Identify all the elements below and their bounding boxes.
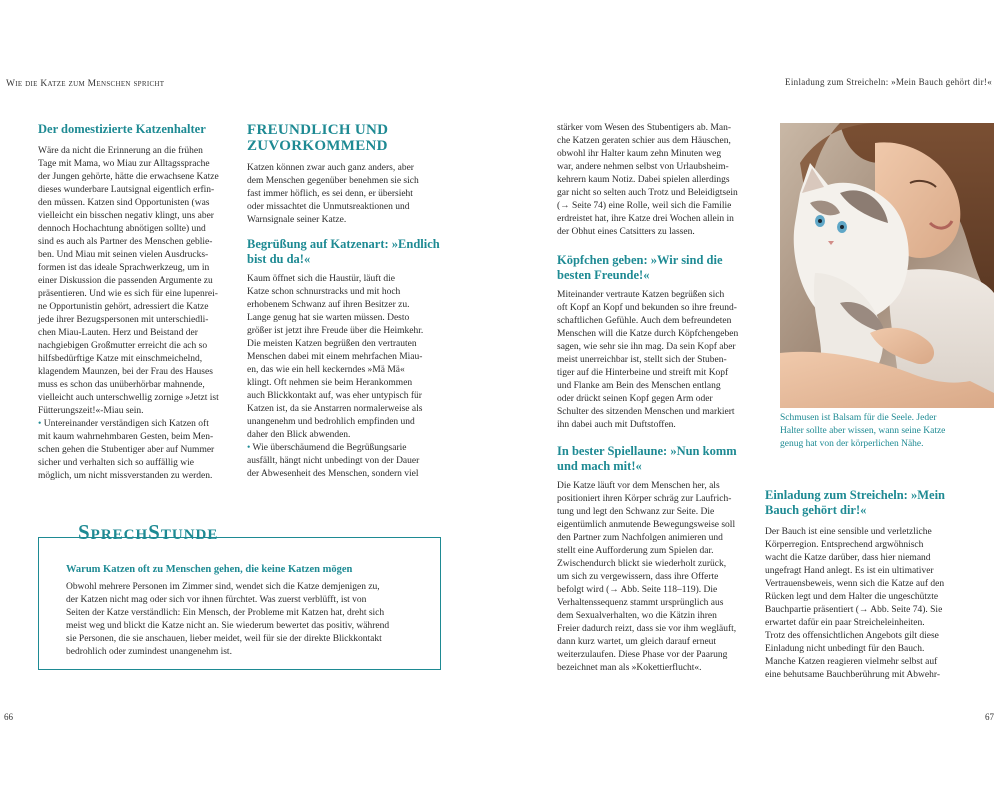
text-line: auch Blickkontakt auf, was eher untypisch für — [247, 391, 422, 401]
text-line: ihn dabei auch mit Duftstoffen. — [557, 420, 676, 430]
text-line: ne Opportunistin gehört, adressiert die Katze — [38, 302, 209, 312]
text-line: kehrern kaum Notiz. Dabei spielen allerdings — [557, 175, 730, 185]
text-line: Rücken legt und dem Halter die ungeschützte — [765, 592, 939, 602]
bullet-icon: • — [247, 443, 251, 453]
text-line: Untereinander verständigen sich Katzen oft — [41, 419, 209, 429]
text-line: oder drückt seinen Kopf gegen Arm oder — [557, 394, 713, 404]
col2-body — [247, 273, 442, 481]
text-line: (→ Seite 74) eine Rolle, weil sich die Familie — [557, 201, 732, 211]
text-line: der Jungen gehörte, hätte die erwachsene Katze — [38, 172, 219, 182]
text-line: Die Katze läuft vor dem Menschen her, als — [557, 481, 720, 491]
text-line: Zwischendurch blickt sie wiederholt zurück, — [557, 559, 727, 569]
text-line: stärker vom Wesen des Stubentigers ab. Man- — [557, 123, 731, 133]
text-line: Katze schon schnurstracks und mit hoch — [247, 287, 401, 297]
text-line: sind es auch als Partner des Menschen geblie- — [38, 237, 213, 247]
text-line: obwohl ihr Halter kaum zehn Minuten weg — [557, 149, 722, 159]
text-line: tung und legt den Schwanz zur Seite. Die — [557, 507, 715, 517]
text-line: Trotz des offensichtlichen Angebots gilt diese — [765, 631, 939, 641]
sprechstunde-title: SprechStunde — [78, 520, 219, 544]
bullet-line — [38, 418, 238, 431]
text-line: Verhaltenssequenz stammt ursprünglich aus — [557, 598, 724, 608]
text-line: positioniert ihren Körper schräg zur Laufrich- — [557, 494, 732, 504]
text-line: hilfsbedürftige Katze mit einschmeichelnd, — [38, 354, 203, 364]
bullet-line — [247, 442, 442, 455]
text-line: meist unerreichbar ist, stellt sich der Stuben- — [557, 355, 727, 365]
col3-body-1 — [557, 289, 757, 432]
text-line: den Partner zum Nachfolgen animieren und — [557, 533, 723, 543]
text-line: den müssen. Katzen sind Opportunisten (was — [38, 198, 210, 208]
running-head-left: Wie die Katze zum Menschen spricht — [6, 79, 165, 89]
text-line: formen ist das ideale Sprachwerkzeug, um in — [38, 263, 210, 273]
col3-subheading-1: Köpfchen geben: »Wir sind die besten Freunde!« — [557, 253, 723, 282]
text-line: Freier dadurch reizt, dass sie vor ihm wegläuft, — [557, 624, 737, 634]
text-line: präsentieren. Und wie es sich für eine lupenrei- — [38, 289, 218, 299]
text-line: bedrohlich oder zumindest unangenehm ist. — [66, 647, 232, 657]
col2-heading: FREUNDLICH UND ZUVORKOMMEND — [247, 122, 389, 154]
text-line: um sich zu vergewissern, dass ihre Offerte — [557, 572, 719, 582]
text-line: Fütterungszeit!«-Miau sein. — [38, 406, 144, 416]
text-line: Obwohl mehrere Personen im Zimmer sind, wendet sich die Katze demjenigen zu, — [66, 582, 380, 592]
text-line: Seiten der Katze verständlich: Ein Mensch, der Probleme mit Katzen hat, dreht sich — [66, 608, 385, 618]
text-line: der Obhut eines Catsitters zu lassen. — [557, 227, 695, 237]
text-line: der Katzen nicht mag oder sich vor ihnen fürchtet. Was zuerst verblüfft, ist von — [66, 595, 367, 605]
text-line: erhobenem Schwanz auf ihren Besitzer zu. — [247, 300, 410, 310]
col2-subheading: Begrüßung auf Katzenart: »Endlich bist du da!« — [247, 237, 440, 266]
text-line: eigentümlich anmutende Bewegungsweise soll — [557, 520, 736, 530]
text-line: schaftlichen Gefühle. Auch dem befreundeten — [557, 316, 732, 326]
text-line: der Abwesenheit des Menschen, sondern viel — [247, 469, 419, 479]
text-line: Tage mit Mama, wo Miau zur Alltagssprache — [38, 159, 210, 169]
page-number-right: 67 — [985, 712, 994, 722]
column-2 — [247, 122, 442, 481]
text-line: einer Diskussion die passenden Argumente zu — [38, 276, 213, 286]
caption-line: genug hat von der körperlichen Nähe. — [780, 439, 924, 449]
text-line: oder missachtet die Unmutsreaktionen und — [247, 202, 410, 212]
sprechstunde-heading: Warum Katzen oft zu Menschen gehen, die keine Katzen mögen — [66, 564, 353, 575]
col4-heading: Einladung zum Streicheln: »Mein Bauch gehört dir!« — [765, 488, 945, 517]
text-line: meist weg und blickt die Katze nicht an. Sie wiederum bewertet das positiv, während — [66, 621, 390, 631]
text-line: ungefragt Hand anlegt. Es ist ein ultimativer — [765, 566, 934, 576]
text-line: muss es schon das unüberhörbar mahnende, — [38, 380, 205, 390]
text-line: Miteinander vertraute Katzen begrüßen sich — [557, 290, 725, 300]
text-line: ausfällt, hängt nicht unbedingt von der Dauer — [247, 456, 420, 466]
text-line: jede ihrer Bezugspersonen mit unterschiedli- — [38, 315, 209, 325]
woman-with-cat-photo — [780, 123, 994, 408]
text-line: und Flanke am Bein des Menschen entlang — [557, 381, 721, 391]
column-4 — [765, 488, 980, 682]
text-line: ben. Und Miau mit seinen vielen Ausdrucks- — [38, 250, 209, 260]
text-line: eine behutsame Bauchberührung mit Abwehr- — [765, 670, 940, 680]
text-line: daher den Blick abwenden. — [247, 430, 351, 440]
text-line: Körperregion. Entsprechend argwöhnisch — [765, 540, 924, 550]
text-line: Wie überschäumend die Begrüßungsarie — [250, 443, 407, 453]
text-line: nachgiebigen Großmutter erreicht die ach so — [38, 341, 208, 351]
text-line: unangenehm und bedrohlich empfinden und — [247, 417, 415, 427]
photo-caption — [780, 412, 992, 451]
text-line: erwartet dafür ein paar Streicheleinheiten. — [765, 618, 925, 628]
col3-body-2 — [557, 480, 757, 675]
text-line: Lange genug hat sie warten müssen. Desto — [247, 313, 410, 323]
column-3 — [557, 122, 757, 675]
text-line: che Katzen geraten schier aus dem Häuschen, — [557, 136, 731, 146]
text-line: stellt eine Aufforderung zum Spielen dar. — [557, 546, 714, 556]
bullet-icon: • — [38, 419, 42, 429]
col4-body — [765, 526, 980, 682]
col3-intro — [557, 122, 757, 239]
text-line: Bauchpartie präsentiert (→ Abb. Seite 74). Sie — [765, 605, 943, 615]
running-head-right: Einladung zum Streicheln: »Mein Bauch gehört dir!« — [785, 77, 992, 87]
page-number-left: 66 — [4, 712, 13, 722]
text-line: dann kurz wartet, um gleich darauf erneut — [557, 637, 717, 647]
text-line: Wäre da nicht die Erinnerung an die frühen — [38, 146, 203, 156]
text-line: vielleicht auch unterschwellig zornige »Jetzt ist — [38, 393, 219, 403]
text-line: Manche Katzen reagieren vielmehr selbst auf — [765, 657, 938, 667]
sprechstunde-content — [66, 563, 421, 659]
text-line: klingt. Oft nehmen sie beim Herankommen — [247, 378, 413, 388]
text-line: Menschen dabei mit einem mehrfachen Miau- — [247, 352, 423, 362]
col3-subheading-2: In bester Spiellaune: »Nun komm und mach mit!« — [557, 444, 737, 473]
text-line: dem Sexualverhalten, wo die Kätzin ihren — [557, 611, 717, 621]
text-line: gar nicht so selten auch Trotz und Beleidigtsein — [557, 188, 738, 198]
col1-body — [38, 145, 238, 483]
text-line: fast immer höflich, es sei denn, er übersieht — [247, 189, 413, 199]
text-line: bezeichnet man als »Kokettierflucht«. — [557, 663, 702, 673]
text-line: Vertrauensbeweis, wenn sich die Katze auf den — [765, 579, 945, 589]
text-line: dennoch Hochachtung abnötigen sollte) und — [38, 224, 206, 234]
text-line: sie Personen, die sie anschauen, lieber meidet, weil für sie der direkte Blickkontakt — [66, 634, 382, 644]
col1-heading: Der domestizierte Katzenhalter — [38, 122, 206, 136]
caption-line: Schmusen ist Balsam für die Seele. Jeder — [780, 413, 937, 423]
text-line: dieses wunderbare Lautsignal eigentlich erfin- — [38, 185, 215, 195]
text-line: schen gehen die Stubentiger aber auf Nummer — [38, 445, 215, 455]
text-line: oft Kopf an Kopf und bekunden so ihre freund- — [557, 303, 737, 313]
text-line: wacht die Katze darüber, dass hier niemand — [765, 553, 931, 563]
text-line: mit kaum wahrnehmbaren Gesten, beim Men- — [38, 432, 214, 442]
text-line: Schulter des sitzenden Menschen und markiert — [557, 407, 735, 417]
text-line: Warnsignale seiner Katze. — [247, 215, 347, 225]
text-line: sagen, wie sehr sie ihn mag. Da sein Kopf aber — [557, 342, 736, 352]
caption-line: Halter sollte aber wissen, wann seine Katze — [780, 426, 946, 436]
text-line: Der Bauch ist eine sensible und verletzliche — [765, 527, 932, 537]
text-line: Einladung nicht unbedingt für den Bauch. — [765, 644, 925, 654]
text-line: Kaum öffnet sich die Haustür, läuft die — [247, 274, 395, 284]
text-line: Katzen können zwar auch ganz anders, aber — [247, 163, 414, 173]
text-line: chen Miau-Lauten. Herz und Beistand der — [38, 328, 198, 338]
text-line: möglich, um nicht missverstanden zu werden. — [38, 471, 213, 481]
text-line: befolgt wird (→ Abb. Seite 118–119). Die — [557, 585, 718, 595]
text-line: größer ist jetzt ihre Freude über die Heimkehr. — [247, 326, 424, 336]
text-line: weiterzulaufen. Diese Phase vor der Paarung — [557, 650, 728, 660]
text-line: erdreistet hat, ihre Katze drei Wochen allein in — [557, 214, 734, 224]
text-line: dem Menschen gegenüber benehmen sie sich — [247, 176, 419, 186]
text-line: Katzen ist, da sie Anstarren normalerweise als — [247, 404, 423, 414]
text-line: Die meisten Katzen begrüßen den vertrauten — [247, 339, 417, 349]
text-line: en, das wie ein hell keckerndes »Mä Mä« — [247, 365, 405, 375]
text-line: sicher und verhalten sich so auffällig wie — [38, 458, 194, 468]
text-line: vielleicht ein bisschen negativ klingt, uns aber — [38, 211, 214, 221]
column-1 — [38, 122, 238, 483]
col2-intro — [247, 162, 442, 227]
text-line: klagendem Maunzen, bei der Frau des Hauses — [38, 367, 213, 377]
text-line: war, andere nehmen selbst von Urlaubsheim- — [557, 162, 729, 172]
text-line: tiger auf die Hinterbeine und streift mit Kopf — [557, 368, 729, 378]
text-line: Menschen will die Katze durch Köpfchengeben — [557, 329, 739, 339]
